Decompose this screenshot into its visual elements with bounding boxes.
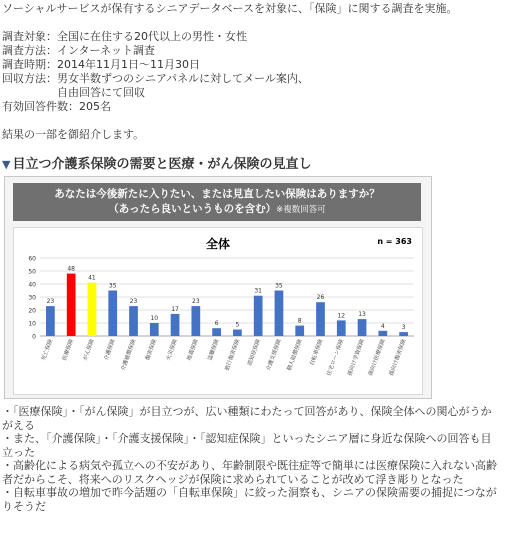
y-tick-label: 30 <box>28 294 36 302</box>
x-tick-label: 盗難保険 <box>207 338 221 362</box>
plot-area <box>13 227 423 395</box>
y-tick-label: 60 <box>28 255 36 263</box>
x-tick-label: 認知症保険 <box>246 338 263 367</box>
x-tick-label: 孫向け学資保険 <box>347 338 366 377</box>
y-tick-label: 50 <box>28 268 36 276</box>
bar <box>399 332 408 336</box>
y-tick-label: 10 <box>28 320 36 328</box>
data-label: 23 <box>192 298 200 306</box>
bar <box>295 326 304 336</box>
bar <box>108 291 117 337</box>
intro-line: 自由回答にて回収 <box>2 86 145 99</box>
bar <box>171 314 180 336</box>
n-label: n = 363 <box>377 237 412 246</box>
x-tick-label: 医療保険 <box>61 338 76 362</box>
question-banner <box>13 183 421 221</box>
bullet-item: ・高齢化による病気や孤立への不安があり、年齢制限や既往症等で簡単には医療保険に入れない高齢者だからこそ、将来へのリスクヘッジが保険に求められていることが改めて浮き彫りとなった <box>2 459 497 486</box>
data-label: 17 <box>171 305 179 313</box>
x-tick-label: 旅行傷害保険 <box>224 338 242 372</box>
x-tick-label: 個人賠償保険 <box>286 338 304 372</box>
intro-line: 調査時期：2014年11月1日～11月30日 <box>2 58 200 71</box>
intro-line: 調査対象：全国に在住する20代以上の男性・女性 <box>2 30 247 43</box>
x-tick-label: 地震保険 <box>186 338 200 362</box>
data-label: 12 <box>337 312 346 320</box>
x-tick-label: 介護補償保険 <box>120 338 138 372</box>
bar <box>378 331 387 336</box>
section-title-text: 目立つ介護系保険の需要と医療・がん保険の見直し <box>12 157 312 172</box>
x-tick-label: 火災保険 <box>165 338 179 362</box>
data-label: 4 <box>380 322 385 330</box>
x-tick-label: 介護保険 <box>103 338 117 362</box>
data-label: 23 <box>46 298 55 306</box>
bar <box>88 283 97 336</box>
bullet-item: ・「医療保険」・「がん保険」が目立つが、広い種類にわたって回答があり、保険全体への関心がうかがえる <box>2 405 492 432</box>
bar <box>191 306 200 336</box>
y-tick-label: 20 <box>28 307 36 315</box>
bullet-item: ・自転車事故の増加で昨今話題の「自転車保険」に絞った洞察も、シニアの保険需要の捕捉につながりそうだ <box>2 486 497 513</box>
data-label: 26 <box>316 294 325 302</box>
question-line-2: （あったら良いというものを含む） <box>108 203 277 215</box>
bar <box>46 306 55 336</box>
data-label: 13 <box>358 311 366 319</box>
x-tick-label: 孫向け医療保険 <box>367 338 387 377</box>
intro-line: 有効回答件数：205名 <box>2 100 111 113</box>
x-tick-label: 死亡保険 <box>41 338 55 362</box>
data-label: 31 <box>254 287 262 295</box>
x-tick-label: 傷害保険 <box>144 338 159 362</box>
data-label: 8 <box>297 317 302 325</box>
data-label: 48 <box>67 265 75 273</box>
intro-line: ソーシャルサービスが保有するシニアデータベースを対象に、「保険」に関する調査を実施。 <box>2 2 458 15</box>
bar <box>67 274 76 336</box>
data-label: 6 <box>214 320 219 328</box>
intro-line: 結果の一部を御紹介します。 <box>2 128 145 141</box>
bar <box>275 291 284 337</box>
bar <box>150 323 159 336</box>
bullet-item: ・また、「介護保険」・「介護支援保険」・「認知症保険」といったシニア層に身近な保険への回答も目立った <box>2 432 492 459</box>
data-label: 5 <box>235 321 240 329</box>
data-label: 35 <box>108 282 117 290</box>
bar <box>254 296 263 336</box>
question-note: ※複数回答可 <box>276 205 326 215</box>
data-label: 35 <box>275 282 283 290</box>
bullet-list <box>2 405 502 513</box>
intro-text <box>2 2 502 142</box>
y-tick-label: 0 <box>32 333 36 341</box>
section-title <box>2 158 311 172</box>
x-tick-label: 孫向け傷害保険 <box>388 338 408 377</box>
bar <box>358 319 367 336</box>
data-label: 3 <box>401 324 406 332</box>
x-tick-label: がん保険 <box>82 338 96 362</box>
bar <box>233 330 242 337</box>
chart-frame <box>4 176 432 399</box>
x-tick-label: 住宅ローン保険 <box>326 338 346 377</box>
x-tick-label: 自転車保険 <box>309 338 325 367</box>
bar <box>212 328 221 336</box>
intro-line: 調査方法：インターネット調査 <box>2 44 156 57</box>
bar <box>129 306 138 336</box>
bar <box>316 302 325 336</box>
x-tick-label: 介護支援保険 <box>265 338 283 372</box>
data-label: 41 <box>88 274 96 282</box>
data-label: 10 <box>150 315 159 322</box>
triangle-down-icon: ▼ <box>2 158 11 171</box>
chart-title: 全体 <box>205 237 231 251</box>
data-label: 23 <box>129 298 138 306</box>
bar <box>337 320 346 336</box>
question-line-1: あなたは今後新たに入りたい、または見直したい保険はありますか？ <box>54 188 380 200</box>
y-tick-label: 40 <box>28 281 36 289</box>
bar-chart <box>14 228 422 394</box>
intro-line: 回収方法：男女半数ずつのシニアパネルに対してメール案内、 <box>2 72 309 85</box>
